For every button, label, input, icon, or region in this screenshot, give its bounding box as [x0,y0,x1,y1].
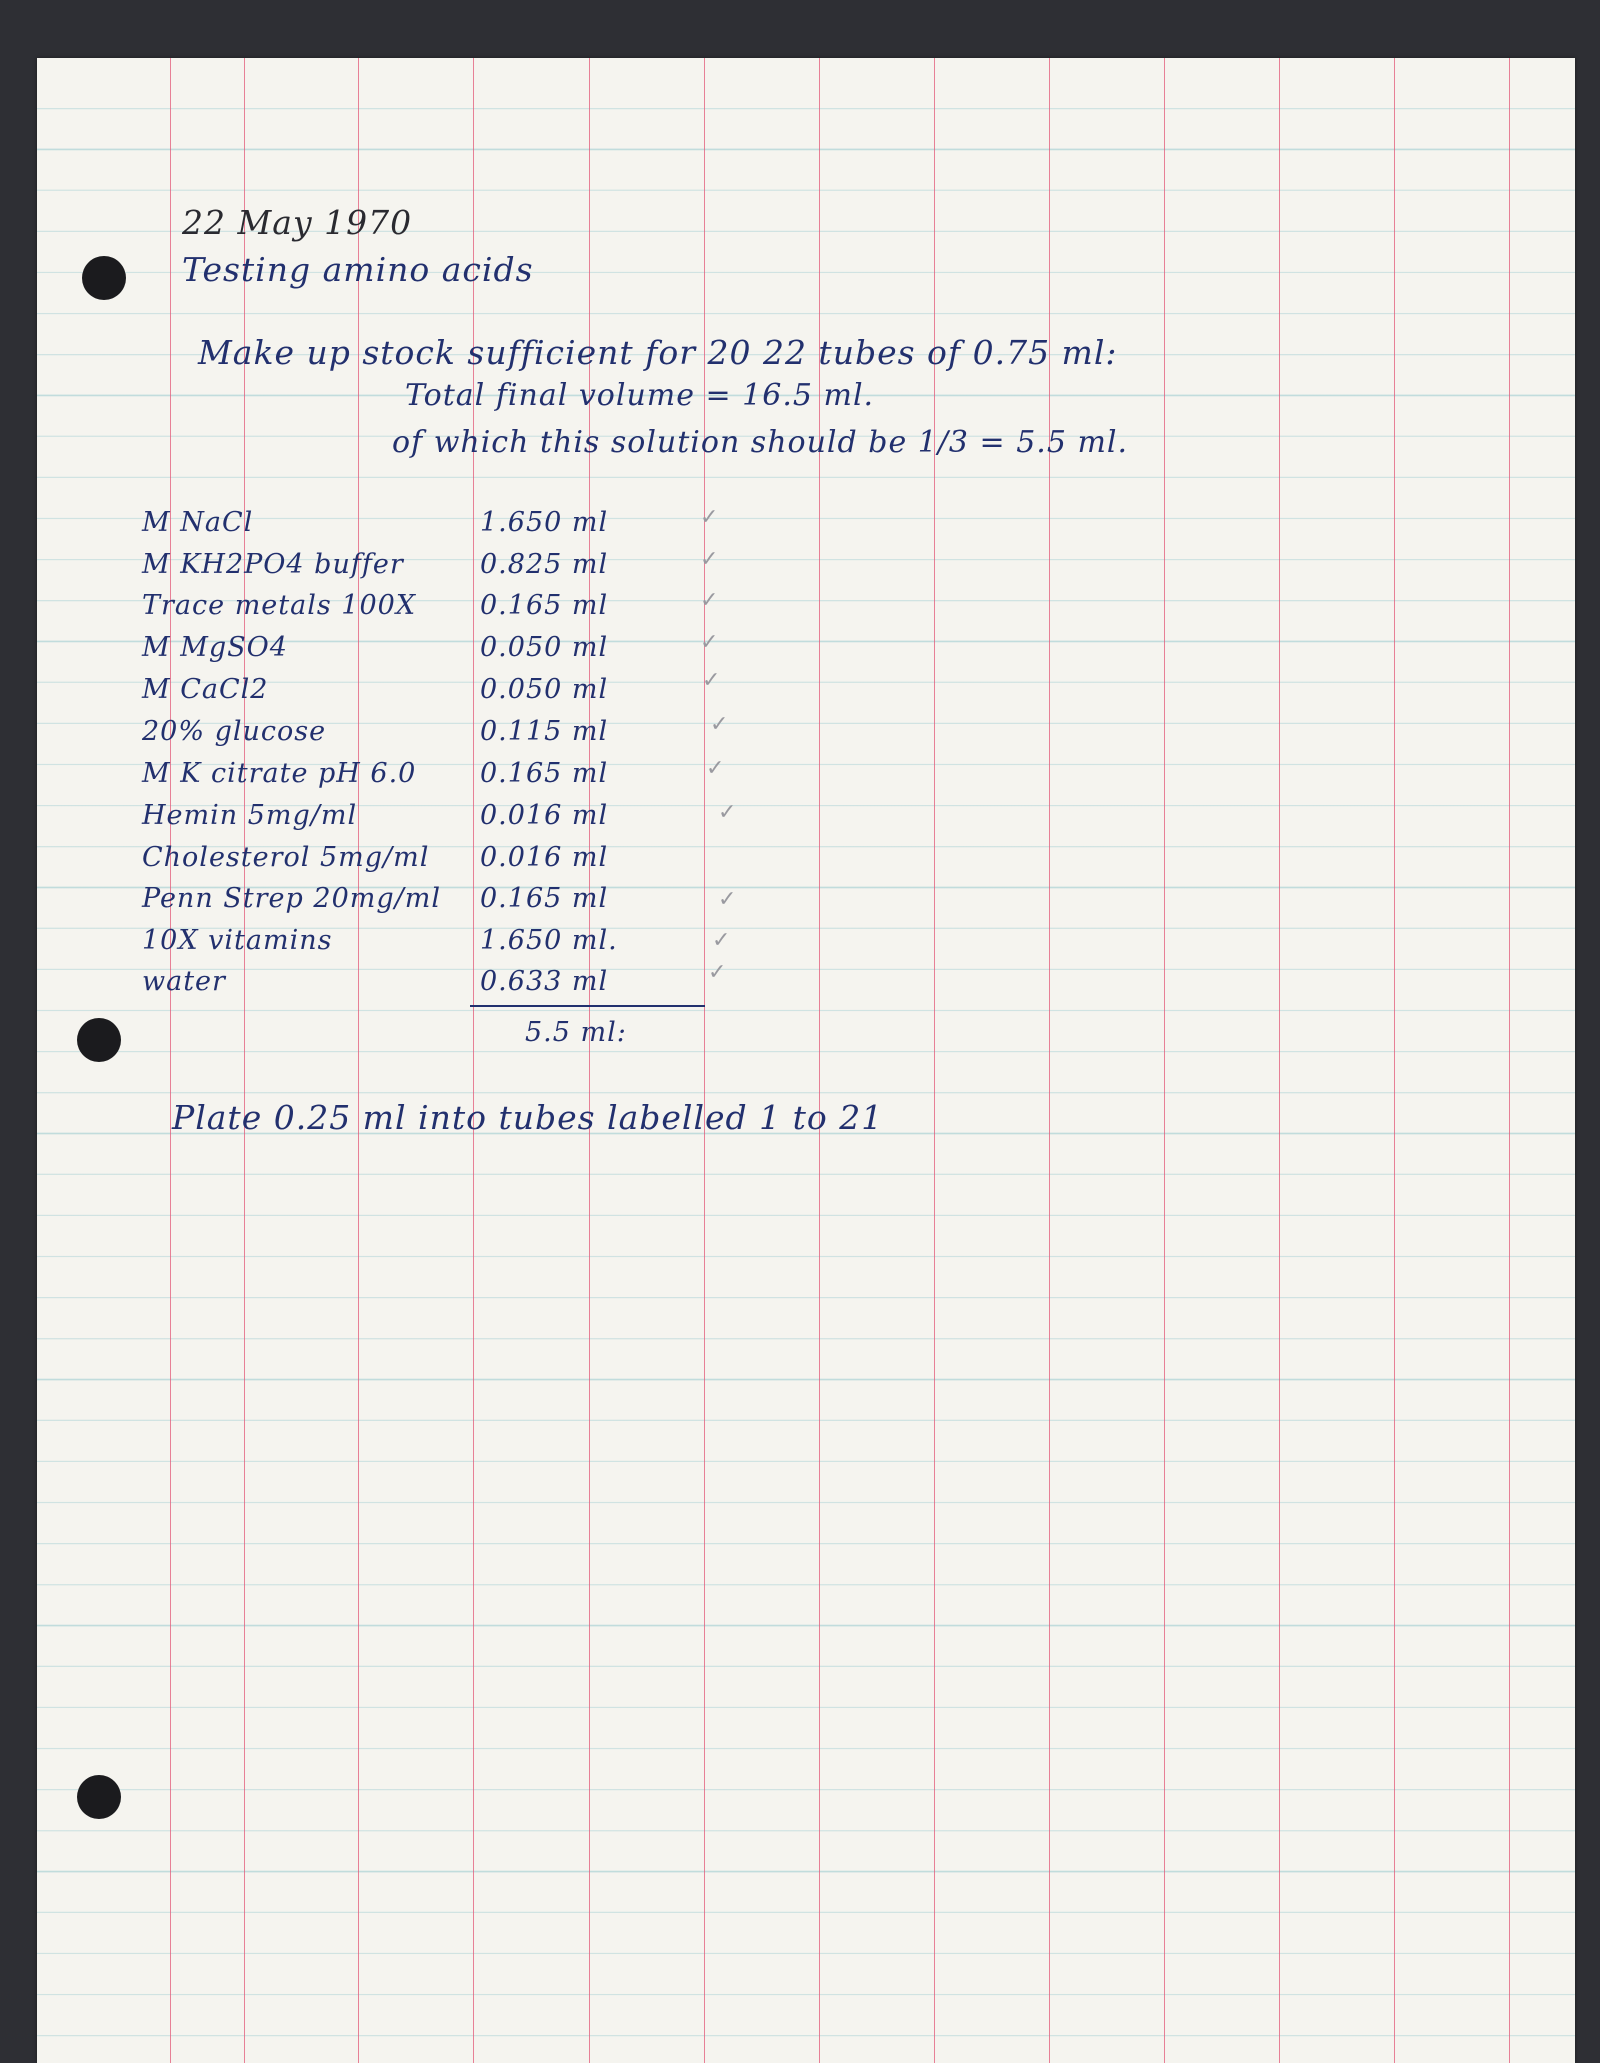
reagent-volume: 1.650 ml. [480,925,618,956]
intro-line-1: Make up stock sufficient for 20 22 tubes of 0.75 ml: [198,333,1118,372]
reagent-name: M CaCl2 [142,674,269,705]
reagent-name: water [142,966,226,997]
column-line [1279,58,1280,2063]
reagent-name: Penn Strep 20mg/ml [142,883,441,914]
reagent-name: Hemin 5mg/ml [142,800,358,831]
reagent-volume: 0.165 ml [480,883,609,914]
check-mark-icon: ✓ [700,505,719,530]
reagent-volume: 0.633 ml [480,966,609,997]
column-line [1164,58,1165,2063]
entry-date: 22 May 1970 [182,203,413,242]
plating-instruction: Plate 0.25 ml into tubes labelled 1 to 21 [172,1098,884,1137]
column-line [1394,58,1395,2063]
reagent-name: M KH2PO4 buffer [142,549,404,580]
check-mark-icon: ✓ [712,928,731,953]
check-mark-icon: ✓ [708,960,727,985]
reagent-volume: 0.165 ml [480,758,609,789]
reagent-volume: 0.016 ml [480,842,609,873]
intro-line-3: of which this solution should be 1/3 = 5.5 ml. [392,425,1129,460]
entry-title: Testing amino acids [182,250,534,289]
check-mark-icon: ✓ [718,887,737,912]
reagent-name: M MgSO4 [142,632,288,663]
punch-hole [77,1775,121,1819]
reagent-name: M K citrate pH 6.0 [142,758,417,789]
reagent-volume: 0.050 ml [480,632,609,663]
check-mark-icon: ✓ [718,800,737,825]
intro-line-2: Total final volume = 16.5 ml. [405,378,875,413]
check-mark-icon: ✓ [710,712,729,737]
margin-line [170,58,171,2063]
column-line [1509,58,1510,2063]
reagent-name: Cholesterol 5mg/ml [142,842,430,873]
reagent-volume: 0.050 ml [480,674,609,705]
punch-hole [77,1018,121,1062]
reagent-volume: 1.650 ml [480,507,609,538]
check-mark-icon: ✓ [706,756,725,781]
reagent-name: Trace metals 100X [142,590,417,621]
reagent-volume: 0.115 ml [480,716,609,747]
check-mark-icon: ✓ [700,547,719,572]
reagent-name: M NaCl [142,507,254,538]
reagent-volume: 0.016 ml [480,800,609,831]
reagent-volume: 0.165 ml [480,590,609,621]
punch-hole [82,256,126,300]
reagent-name: 10X vitamins [142,925,333,956]
check-mark-icon: ✓ [700,588,719,613]
total-volume: 5.5 ml: [525,1017,627,1048]
check-mark-icon: ✓ [702,668,721,693]
reagent-name: 20% glucose [142,716,327,747]
check-mark-icon: ✓ [700,630,719,655]
sum-underline [470,1005,705,1007]
reagent-volume: 0.825 ml [480,549,609,580]
